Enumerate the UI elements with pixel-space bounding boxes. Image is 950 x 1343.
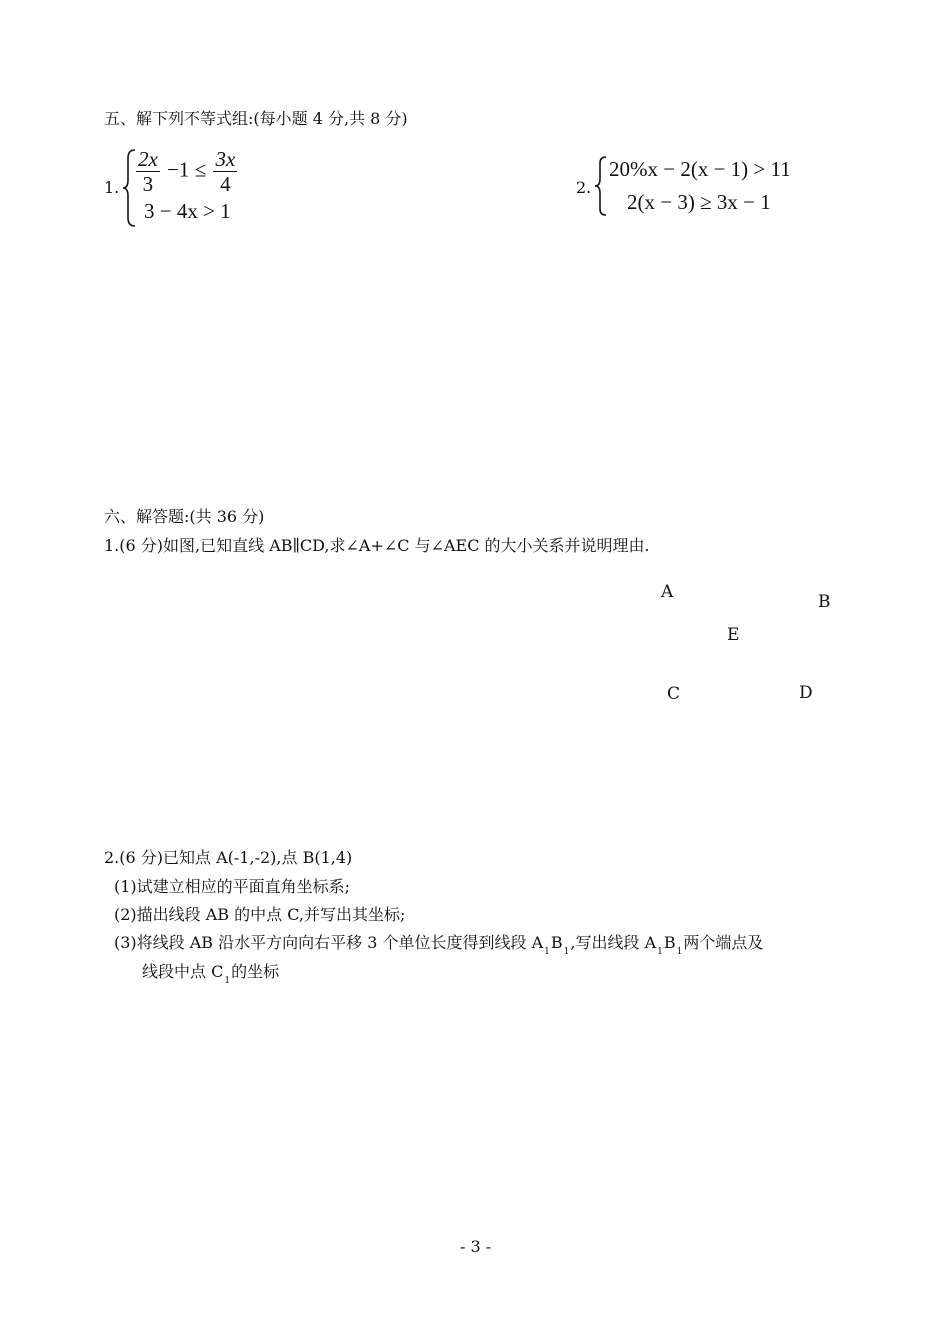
fraction-denominator: 3 (142, 172, 154, 196)
section6-heading: 六、解答题:(共 36 分) (104, 507, 265, 526)
fraction-denominator: 4 (220, 172, 231, 196)
fraction-2x-over-3 (136, 147, 160, 196)
section5-heading: 五、解下列不等式组:(每小题 4 分,共 8 分) (104, 109, 408, 128)
question2-sub2: (2)描出线段 AB 的中点 C,并写出其坐标; (114, 905, 406, 924)
point-label-a: A (661, 582, 674, 602)
sub3-part-c: ,写出线段 A (570, 933, 657, 952)
subscript-one: 1 (676, 947, 683, 957)
sub3-part-a: (3)将线段 AB 沿水平方向向右平移 3 个单位长度得到线段 A (114, 933, 544, 952)
question1-text: 1.(6 分)如图,已知直线 AB∥CD,求∠A+∠C 与∠AEC 的大小关系并说明理由. (104, 536, 650, 555)
question2-line1: 2.(6 分)已知点 A(-1,-2),点 B(1,4) (104, 848, 353, 867)
minus-one-leq: −1 ≤ (167, 157, 207, 182)
question2-sub4 (142, 962, 279, 991)
brace-left-icon (594, 155, 608, 217)
subscript-one: 1 (224, 976, 231, 986)
problem2-row2: 2(x − 3) ≥ 3x − 1 (627, 190, 771, 214)
sub4-part-a: 线段中点 C (142, 962, 224, 981)
page-number: - 3 - (460, 1237, 492, 1256)
problem1-number: 1. (104, 178, 120, 197)
sub4-part-b: 的坐标 (231, 962, 280, 981)
sub3-part-b: B (550, 933, 563, 952)
point-label-b: B (818, 592, 831, 612)
question2-sub1: (1)试建立相应的平面直角坐标系; (114, 877, 351, 896)
sub3-part-e: 两个端点及 (683, 933, 764, 952)
fraction-numerator: 2x (138, 147, 158, 171)
point-label-d: D (799, 683, 813, 703)
fraction-numerator: 3x (215, 147, 236, 171)
fraction-3x-over-4 (213, 147, 237, 196)
subscript-one: 1 (657, 947, 663, 957)
point-label-c: C (667, 684, 681, 704)
problem1-row2: 3 − 4x > 1 (144, 199, 231, 223)
point-label-e: E (727, 625, 740, 645)
problem1-row1 (134, 147, 239, 196)
problem2-row1: 20%x − 2(x − 1) > 11 (609, 157, 791, 181)
subscript-one: 1 (544, 947, 550, 957)
problem2-number: 2. (576, 178, 592, 197)
sub3-part-d: B (663, 933, 676, 952)
question2-sub3 (114, 933, 763, 962)
subscript-one: 1 (563, 947, 570, 957)
